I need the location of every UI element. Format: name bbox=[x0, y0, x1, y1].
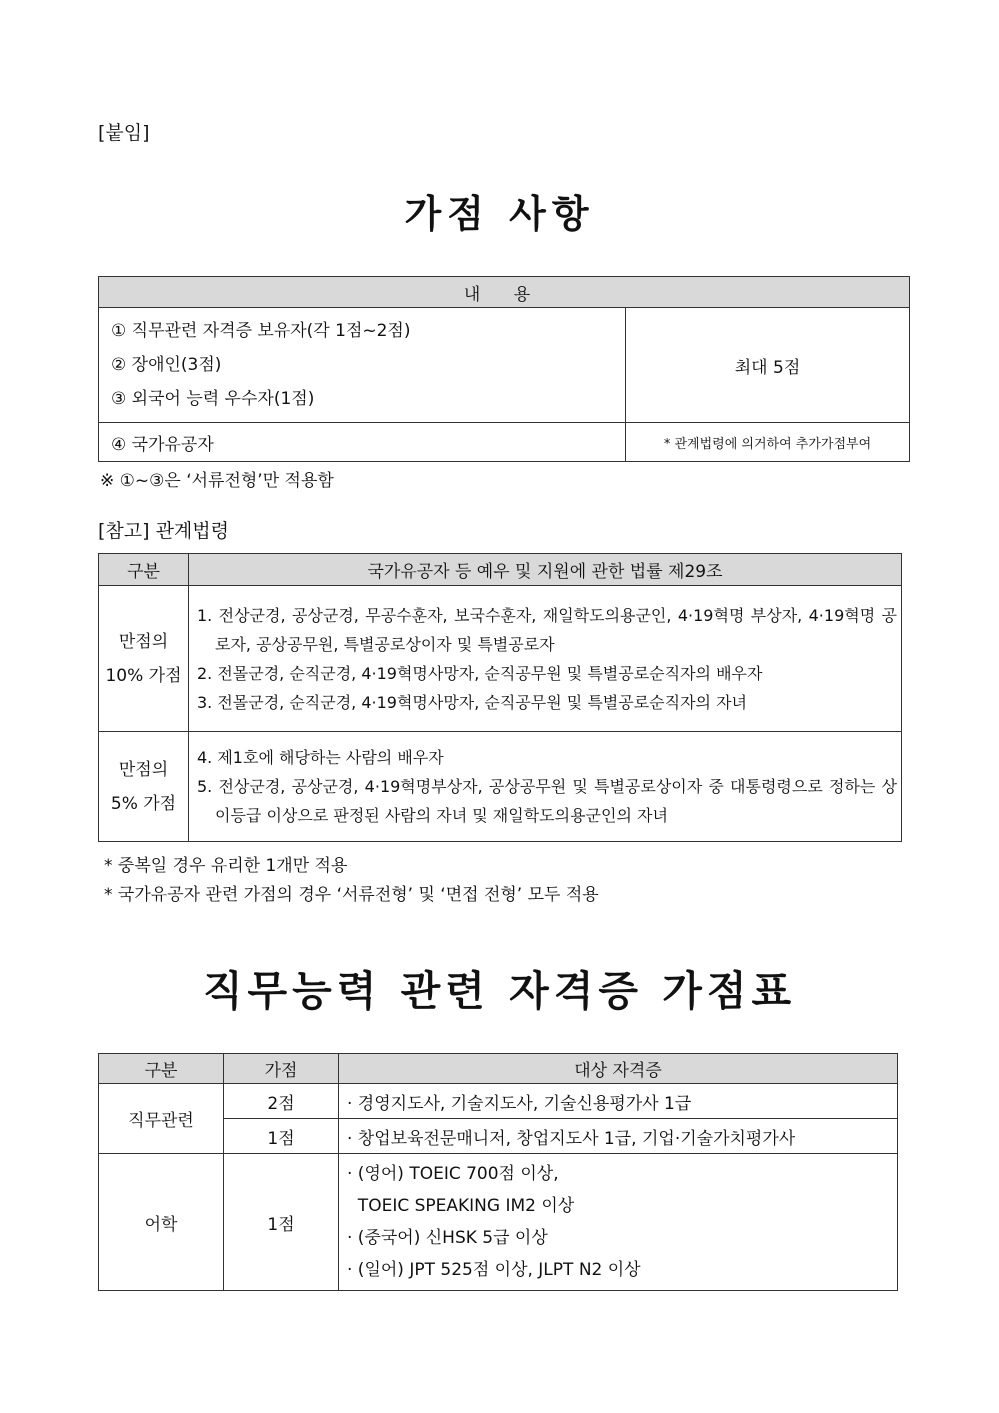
group1-label-line2: 10% 가점 bbox=[105, 665, 182, 686]
group1-label-line1: 만점의 bbox=[118, 631, 169, 652]
group1-items bbox=[189, 586, 902, 732]
table3-header-points: 가점 bbox=[224, 1054, 339, 1084]
section-title-certificates: 직무능력 관련 자격증 가점표 bbox=[202, 967, 797, 1015]
max-score: 최대 5점 bbox=[626, 308, 910, 423]
language-cert-item: · (영어) TOEIC 700점 이상, bbox=[347, 1164, 559, 1184]
bonus-items-table bbox=[98, 276, 910, 462]
law-reference-table bbox=[98, 553, 902, 842]
law-item: 3. 전몰군경, 순직군경, 4·19혁명사망자, 순직공무원 및 특별공로순직자의 자녀 bbox=[197, 692, 747, 712]
table2-header-law: 국가유공자 등 예우 및 지원에 관한 법률 제29조 bbox=[189, 554, 902, 586]
reference-title: [참고] 관계법령 bbox=[98, 520, 229, 542]
table1-header: 내 용 bbox=[99, 277, 910, 308]
table2-header-category: 구분 bbox=[99, 554, 189, 586]
group2-items bbox=[189, 732, 902, 842]
job-points: 1점 bbox=[224, 1119, 339, 1154]
bonus-item: ③ 외국어 능력 우수자(1점) bbox=[111, 389, 315, 409]
note-line: * 국가유공자 관련 가점의 경우 ‘서류전형’ 및 ‘면접 전형’ 모두 적용 bbox=[104, 885, 599, 905]
law-item: 1. 전상군경, 공상군경, 무공수훈자, 보국수훈자, 재일학도의용군인, 4·19혁명 부상자, 4·19혁명 공로자, 공상공무원, 특별공로상이자 및 특별공로자 bbox=[197, 605, 897, 654]
language-cert-item: · (중국어) 신HSK 5급 이상 bbox=[347, 1228, 548, 1248]
law-item: 4. 제1호에 해당하는 사람의 배우자 bbox=[197, 748, 444, 767]
job-category-label: 직무관련 bbox=[99, 1084, 224, 1154]
note-line: * 중복일 경우 유리한 1개만 적용 bbox=[104, 856, 348, 876]
language-category-label: 어학 bbox=[99, 1154, 224, 1291]
language-cert-item: · (일어) JPT 525점 이상, JLPT N2 이상 bbox=[347, 1260, 641, 1280]
attachment-label: [붙임] bbox=[98, 122, 150, 144]
job-points: 2점 bbox=[224, 1084, 339, 1119]
bonus-item-veteran: ④ 국가유공자 bbox=[99, 423, 626, 462]
group2-label bbox=[99, 732, 189, 842]
law-item: 5. 전상군경, 공상군경, 4·19혁명부상자, 공상공무원 및 특별공로상이자 중 대통령령으로 정하는 상이등급 이상으로 판정된 사람의 자녀 및 재일학도의용군인의 자녀 bbox=[197, 777, 897, 825]
job-certs: · 경영지도사, 기술지도사, 기술신용평가사 1급 bbox=[339, 1084, 898, 1119]
group2-label-line2: 5% 가점 bbox=[110, 793, 177, 814]
bonus-items-cell bbox=[99, 308, 626, 423]
bonus-item: ① 직무관련 자격증 보유자(각 1점~2점) bbox=[111, 321, 411, 341]
table3-header-certs: 대상 자격증 bbox=[339, 1054, 898, 1084]
remark: ※ ①~③은 ‘서류전형’만 적용함 bbox=[100, 471, 334, 491]
language-certs bbox=[339, 1154, 898, 1291]
table3-header-category: 구분 bbox=[99, 1054, 224, 1084]
job-certs: · 창업보육전문매니저, 창업지도사 1급, 기업·기술가치평가사 bbox=[339, 1119, 898, 1154]
veteran-note: * 관계법령에 의거하여 추가가점부여 bbox=[626, 423, 910, 462]
group2-label-line1: 만점의 bbox=[118, 759, 169, 780]
section-title-bonus: 가점 사항 bbox=[404, 192, 595, 236]
language-cert-item: TOEIC SPEAKING IM2 이상 bbox=[347, 1196, 575, 1216]
certificate-bonus-table bbox=[98, 1053, 898, 1291]
language-points: 1점 bbox=[224, 1154, 339, 1291]
bonus-item: ② 장애인(3점) bbox=[111, 355, 222, 375]
law-item: 2. 전몰군경, 순직군경, 4·19혁명사망자, 순직공무원 및 특별공로순직자의 배우자 bbox=[197, 663, 763, 683]
group1-label bbox=[99, 586, 189, 732]
